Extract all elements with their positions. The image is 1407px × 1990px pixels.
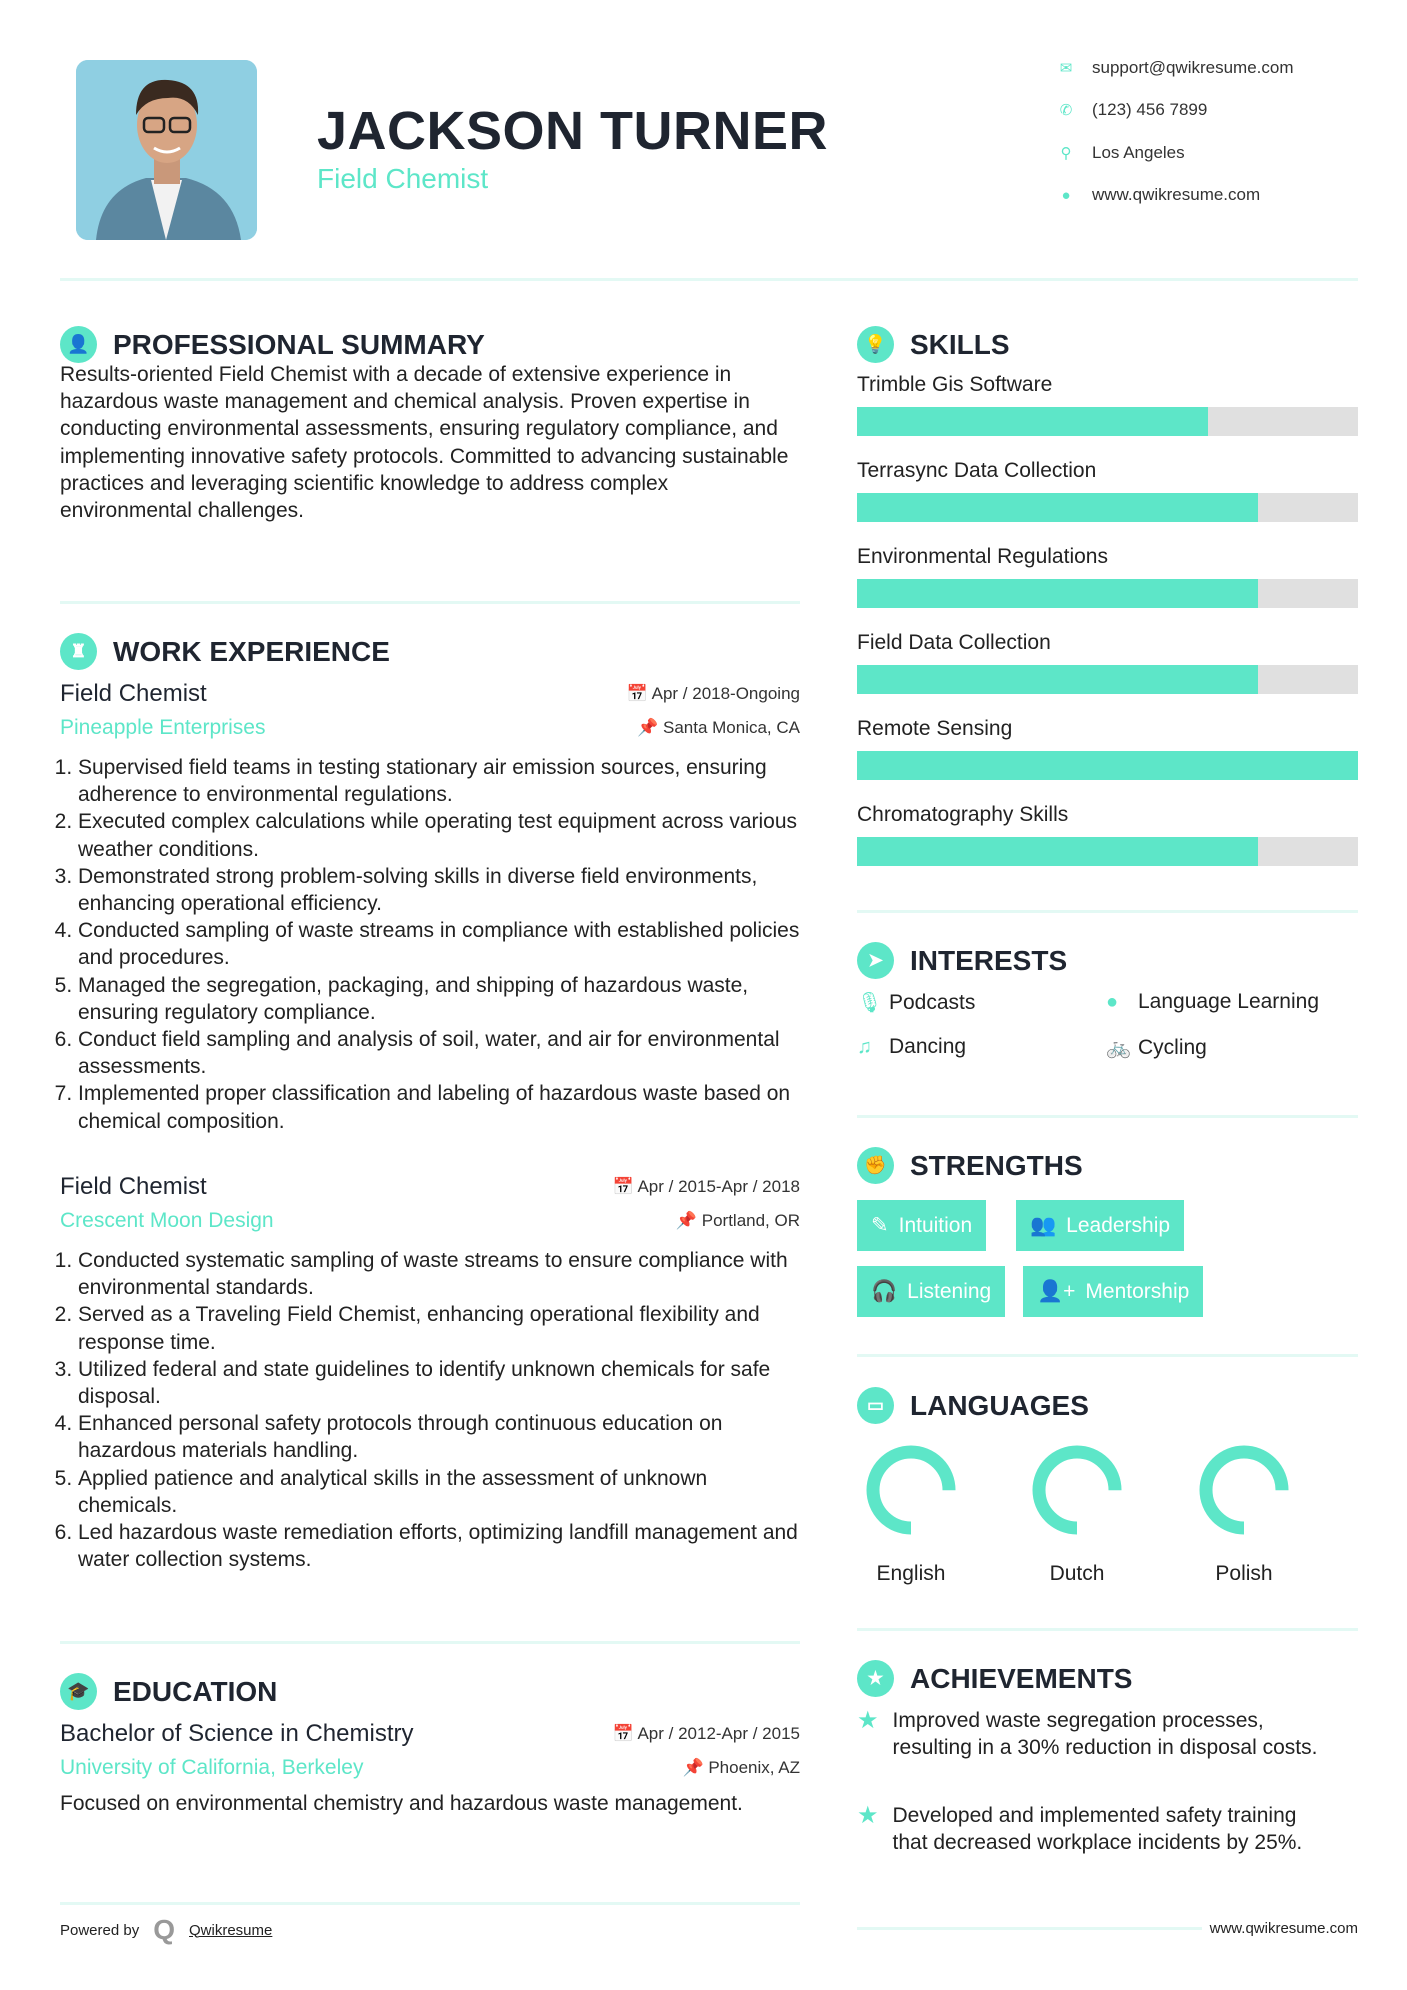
skill-bar-fill	[857, 579, 1258, 608]
qwikresume-logo-icon: Q	[153, 1914, 175, 1945]
achievement-item	[857, 1707, 1337, 1761]
lightbulb-icon: 💡	[857, 326, 894, 363]
interest-item	[1106, 1035, 1207, 1060]
job-date	[627, 684, 800, 704]
phone-icon: ✆	[1059, 102, 1073, 119]
strength-label: Listening	[907, 1279, 992, 1303]
contact-text: (123) 456 7899	[1092, 100, 1208, 119]
heading-text: WORK EXPERIENCE	[113, 635, 390, 667]
education-description: Focused on environmental chemistry and hazardous waste management.	[60, 1792, 743, 1815]
strength-label: Leadership	[1066, 1213, 1171, 1237]
language-level-ring	[861, 1440, 961, 1540]
achievements-heading	[857, 1660, 1132, 1697]
heading-text: LANGUAGES	[910, 1389, 1089, 1421]
duty-item: 3. Utilized federal and state guidelines to identify unknown chemicals for safe disposal.	[78, 1356, 800, 1410]
duty-item: 6. Conduct field sampling and analysis of soil, water, and air for environmental assessments.	[78, 1026, 800, 1080]
heading-text: ACHIEVEMENTS	[910, 1662, 1133, 1694]
contact-text: www.qwikresume.com	[1092, 185, 1261, 204]
degree: Bachelor of Science in Chemistry	[60, 1720, 414, 1747]
heading-text: EDUCATION	[113, 1675, 278, 1707]
divider	[60, 601, 800, 604]
skill-bar-fill	[857, 837, 1258, 866]
duty-item: 5. Managed the segregation, packaging, and shipping of hazardous waste, ensuring regulatory compliance.	[78, 972, 800, 1026]
interests-heading	[857, 942, 1067, 979]
company-name: Pineapple Enterprises	[60, 716, 266, 739]
duty-item: 2. Served as a Traveling Field Chemist, enhancing operational flexibility and response time.	[78, 1301, 800, 1355]
headphones-icon: 🎧	[871, 1279, 898, 1303]
user-plus-icon: 👤+	[1037, 1279, 1076, 1303]
skill-item	[857, 631, 1358, 717]
duty-item: 7. Implemented proper classification and labeling of hazardous waste based on chemical composition.	[78, 1080, 800, 1134]
duty-item: 6. Led hazardous waste remediation efforts, optimizing landfill management and water collection systems.	[78, 1519, 800, 1573]
divider	[857, 1628, 1358, 1631]
skills-heading	[857, 326, 1010, 363]
duty-item: 1. Supervised field teams in testing stationary air emission sources, ensuring adherence to environmental regulations.	[78, 754, 800, 808]
language-label: Polish	[1215, 1562, 1273, 1585]
skill-bar	[857, 751, 1358, 780]
heading-text: STRENGTHS	[910, 1149, 1083, 1181]
date-text: Apr / 2018-Ongoing	[651, 684, 800, 703]
skill-bar-fill	[857, 751, 1358, 780]
paper-plane-icon: ➤	[857, 942, 894, 979]
skill-bar	[857, 837, 1358, 866]
duty-item: 3. Demonstrated strong problem-solving skills in diverse field environments, enhancing operational efficiency.	[78, 863, 800, 917]
skill-item	[857, 459, 1358, 545]
work-heading	[60, 633, 390, 670]
calendar-icon: 📅	[612, 1177, 638, 1196]
duty-item: 5. Applied patience and analytical skills in the assessment of unknown chemicals.	[78, 1465, 800, 1519]
language-label: Dutch	[1049, 1562, 1105, 1585]
education-location	[682, 1758, 800, 1778]
duty-item: 4. Enhanced personal safety protocols through continuous education on hazardous materials handling.	[78, 1410, 800, 1464]
duty-item: 1. Conducted systematic sampling of waste streams to ensure compliance with environmental standards.	[78, 1247, 800, 1301]
education-heading	[60, 1673, 277, 1710]
job-duties	[60, 1247, 800, 1573]
location-text: Portland, OR	[701, 1211, 800, 1230]
strengths-heading	[857, 1147, 1083, 1184]
job-duties	[60, 754, 800, 1135]
profile-photo	[76, 60, 257, 240]
skill-bar-fill	[857, 493, 1258, 522]
languages-list	[857, 1440, 1358, 1590]
strength-chip	[857, 1266, 1005, 1317]
fist-icon: ✊	[857, 1147, 894, 1184]
chair-icon: ♜	[60, 633, 97, 670]
user-icon: 👤	[60, 326, 97, 363]
heading-text: SKILLS	[910, 328, 1010, 360]
location-text: Phoenix, AZ	[708, 1758, 800, 1777]
skill-item	[857, 717, 1358, 803]
skill-bar-fill	[857, 665, 1258, 694]
divider	[60, 1902, 800, 1905]
contact-text: support@qwikresume.com	[1092, 58, 1294, 77]
interest-label: Cycling	[1138, 1035, 1207, 1059]
calendar-icon: 📅	[612, 1724, 638, 1743]
skill-label: Environmental Regulations	[857, 545, 1108, 568]
star-icon: ★	[857, 1802, 879, 1829]
candidate-name: JACKSON TURNER	[317, 101, 829, 161]
skill-item	[857, 545, 1358, 631]
interest-label: Dancing	[889, 1035, 967, 1058]
calendar-icon: 📅	[626, 684, 652, 703]
school-name: University of California, Berkeley	[60, 1756, 364, 1779]
skill-label: Chromatography Skills	[857, 803, 1069, 826]
envelope-icon: ✉	[1059, 60, 1073, 77]
pin-icon: 📌	[637, 718, 663, 737]
powered-text: Powered by	[60, 1921, 140, 1939]
interest-item	[857, 990, 975, 1015]
language-item	[1017, 1440, 1137, 1586]
globe-icon: ●	[1061, 186, 1071, 204]
contact-website[interactable]	[1058, 185, 1260, 205]
divider	[60, 278, 1358, 281]
job-entry	[60, 680, 800, 1135]
bicycle-icon: 🚲	[1106, 1037, 1131, 1059]
job-title: Field Chemist	[60, 680, 207, 707]
skill-label: Trimble Gis Software	[857, 373, 1053, 396]
strength-label: Mentorship	[1085, 1279, 1190, 1303]
company-name: Crescent Moon Design	[60, 1209, 274, 1232]
job-date	[613, 1177, 801, 1197]
skill-bar-fill	[857, 407, 1208, 436]
graduate-icon: 🎓	[60, 1673, 97, 1710]
languages-heading	[857, 1387, 1089, 1424]
job-entry	[60, 1173, 800, 1573]
skill-item	[857, 373, 1358, 459]
duty-item: 2. Executed complex calculations while operating test equipment across various weather conditions.	[78, 808, 800, 862]
strength-label: Intuition	[898, 1213, 973, 1237]
language-level-ring	[1027, 1440, 1127, 1540]
map-pin-icon: ⚲	[1060, 145, 1072, 162]
microphone-icon: 🎙	[857, 992, 883, 1014]
duty-item: 4. Conducted sampling of waste streams in compliance with established policies and procedures.	[78, 917, 800, 971]
summary-heading	[60, 326, 485, 363]
date-text: Apr / 2012-Apr / 2015	[637, 1724, 800, 1743]
magic-wand-icon: ✎	[871, 1214, 889, 1237]
heading-text: INTERESTS	[910, 944, 1068, 976]
skill-label: Field Data Collection	[857, 631, 1051, 654]
contact-phone	[1058, 100, 1207, 120]
globe-icon: ●	[1106, 990, 1119, 1013]
location-text: Santa Monica, CA	[662, 718, 800, 737]
job-title: Field Chemist	[60, 1173, 207, 1200]
powered-by	[60, 1914, 272, 1946]
skill-bar	[857, 407, 1358, 436]
candidate-title: Field Chemist	[317, 163, 489, 194]
summary-text: Results-oriented Field Chemist with a decade of extensive experience in hazardous waste management and chemical analysis. Proven expertise in conducting environmental assessments, ensuring regulatory compliance, and implementing innovative safety protocols. Committed to advancing sustainable practices and leveraging scientific knowledge to address complex environmental challenges.	[60, 363, 789, 523]
skill-item	[857, 803, 1358, 889]
language-card-icon: ▭	[857, 1387, 894, 1424]
language-item	[851, 1440, 971, 1586]
language-level-ring	[1194, 1440, 1294, 1540]
skill-label: Terrasync Data Collection	[857, 459, 1097, 482]
pin-icon: 📌	[675, 1211, 702, 1230]
star-badge-icon: ★	[857, 1660, 894, 1697]
divider	[857, 1115, 1358, 1118]
contact-location	[1058, 143, 1185, 163]
pin-icon: 📌	[682, 1758, 709, 1777]
star-icon: ★	[857, 1707, 879, 1734]
divider	[857, 1927, 1202, 1930]
skill-label: Remote Sensing	[857, 717, 1013, 740]
skills-list	[857, 373, 1358, 889]
language-label: English	[876, 1562, 946, 1585]
language-item	[1184, 1440, 1304, 1586]
job-location	[676, 1211, 800, 1231]
divider	[857, 910, 1358, 913]
interest-item	[857, 1035, 966, 1059]
skill-bar	[857, 579, 1358, 608]
job-location	[637, 718, 800, 738]
interest-item	[1106, 990, 1319, 1014]
divider	[857, 1354, 1358, 1357]
interest-label: Language Learning	[1138, 990, 1320, 1013]
achievement-text: Improved waste segregation processes, resulting in a 30% reduction in disposal costs.	[892, 1709, 1318, 1760]
music-icon: ♫	[857, 1035, 872, 1058]
footer-website[interactable]: www.qwikresume.com	[1209, 1920, 1358, 1937]
users-icon: 👥	[1030, 1213, 1057, 1237]
brand-link[interactable]: Qwikresume	[189, 1921, 273, 1939]
contact-text: Los Angeles	[1092, 143, 1185, 162]
skill-bar	[857, 665, 1358, 694]
achievement-item	[857, 1802, 1337, 1856]
education-entry	[60, 1720, 800, 1817]
heading-text: PROFESSIONAL SUMMARY	[113, 328, 485, 360]
education-date	[613, 1724, 801, 1744]
contact-email[interactable]	[1058, 58, 1294, 78]
interest-label: Podcasts	[889, 990, 976, 1014]
strength-chip	[1016, 1200, 1184, 1251]
skill-bar	[857, 493, 1358, 522]
achievement-text: Developed and implemented safety training that decreased workplace incidents by 25%.	[892, 1804, 1303, 1855]
divider	[60, 1641, 800, 1644]
date-text: Apr / 2015-Apr / 2018	[637, 1177, 800, 1196]
strength-chip	[857, 1200, 986, 1251]
strength-chip	[1023, 1266, 1203, 1317]
